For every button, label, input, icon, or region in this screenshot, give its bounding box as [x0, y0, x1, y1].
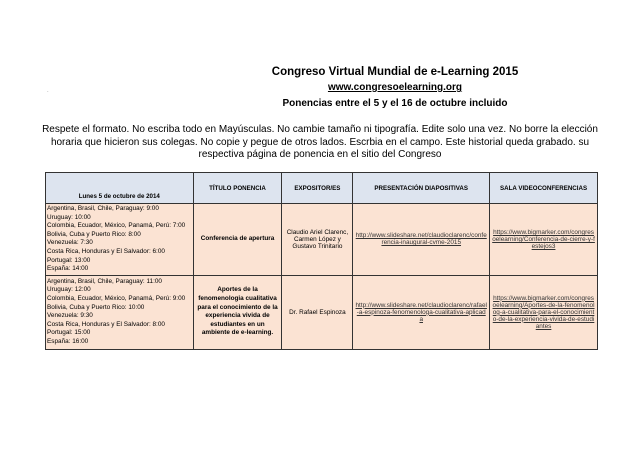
website-link[interactable]: www.congresoelearning.org [327, 82, 463, 93]
schedule-line: Uruguay: 10:00 [47, 213, 91, 221]
slides-link[interactable]: http://www.slideshare.net/claudioclarenc/conferencia-inaugural-cvme-2015 [355, 232, 487, 247]
table-row [46, 204, 598, 276]
stray-dot: . [47, 88, 49, 94]
speakers: Claudio Ariel Clarenc, Carmen López y Gustavo Trinitario [282, 204, 353, 276]
schedule-table [45, 172, 598, 350]
table-header-row [46, 173, 598, 204]
table-row [46, 275, 598, 349]
subtitle: Ponencias entre el 5 y el 16 de octubre incluido [282, 98, 508, 109]
schedule-line: Bolivia, Cuba y Puerto Rico: 8:00 [47, 230, 141, 238]
talk-title: Aportes de la fenomenologia cualitativa para el conocimiento de la experiencia vivida de estudiantes en un ambiente de e-learning. [193, 275, 282, 349]
header-speakers: EXPOSITOR/ES [282, 173, 353, 204]
video-room-link[interactable]: https://www.bigmarker.com/congresoelearning/Aportes-de-la-fenomenolog-a-cualitativa-para-el-conocimiento-de-la-experiencia-vivida-de-estudiantes [492, 294, 595, 330]
schedule-line: Uruguay: 12:00 [47, 286, 91, 294]
schedule-line: España: 16:00 [47, 338, 89, 346]
schedule-cell [46, 204, 194, 276]
video-room-link[interactable]: https://www.bigmarker.com/congresoelearning/Conferencia-de-cierre-y-festejos3 [492, 228, 595, 250]
schedule-line: Argentina, Brasil, Chile, Paraguay: 9:00 [47, 205, 159, 212]
instructions: Respete el formato. No escriba todo en Mayúsculas. No cambie tamaño ni tipografía. Edite solo una vez. No borre la elección horaria que hicieron sus colegas. No copie y pegue de otros lados. Escrbia en el campo. Este historial queda grabado. su respectiva página de ponencia en el sitio del Congreso [42, 124, 598, 160]
talk-title: Conferencia de apertura [193, 204, 282, 276]
header-slides: PRESENTACIÓN DIAPOSITIVAS [353, 173, 490, 204]
schedule-line: Colombia, Ecuador, México, Panamá, Perú: 9:00 [47, 295, 186, 303]
header-date: Lunes 5 de octubre de 2014 [46, 173, 194, 204]
schedule-line: Costa Rica, Honduras y El Salvador: 8:00 [47, 320, 165, 328]
schedule-line: Argentina, Brasil, Chile, Paraguay: 11:00 [47, 277, 162, 285]
schedule-line: Bolivia, Cuba y Puerto Rico: 10:00 [47, 303, 145, 311]
schedule-line: Venezuela: 7:30 [47, 239, 93, 247]
schedule-line: Portugal: 15:00 [47, 329, 91, 337]
schedule-line: Portugal: 13:00 [47, 256, 91, 264]
header-video: SALA VIDEOCONFERENCIAS [490, 173, 598, 204]
header-title: TÍTULO PONENCIA [193, 173, 282, 204]
slides-link[interactable]: http://www.slideshare.net/claudioclarenc/rafael-a-espinoza-fenomenologa-cualitativa-aplicada [355, 301, 487, 323]
schedule-line: Colombia, Ecuador, México, Panamá, Perú: 7:00 [47, 222, 186, 230]
page-title: Congreso Virtual Mundial de e-Learning 2015 [271, 66, 519, 78]
schedule-line: Venezuela: 9:30 [47, 312, 93, 320]
schedule-line: Costa Rica, Honduras y El Salvador: 6:00 [47, 247, 165, 255]
speakers: Dr. Rafael Espinoza [282, 275, 353, 349]
schedule-line: España: 14:00 [47, 265, 89, 273]
schedule-cell [46, 275, 194, 349]
